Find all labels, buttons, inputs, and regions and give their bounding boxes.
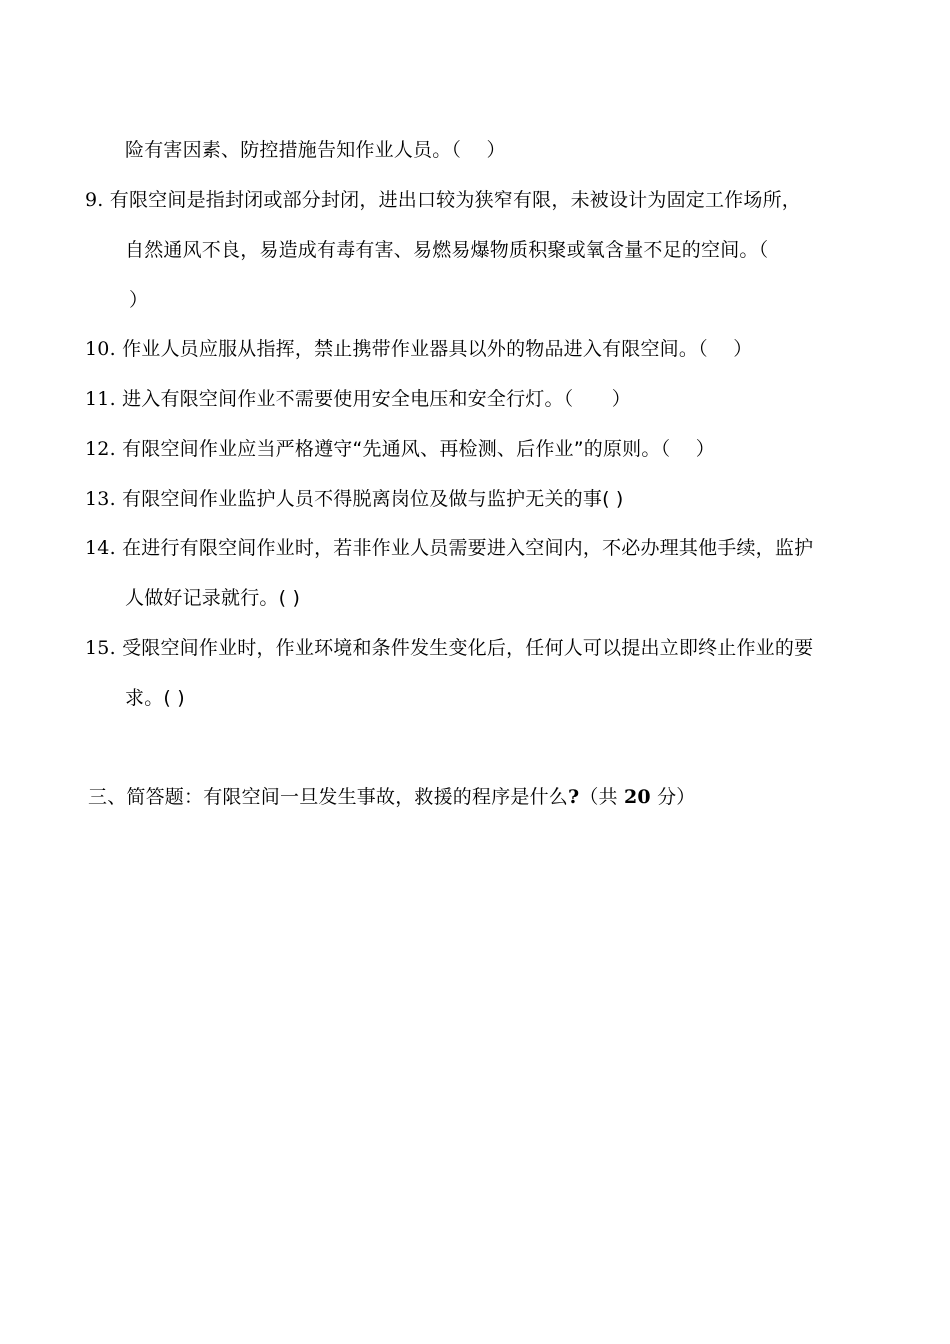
q11-number: 11. (85, 388, 116, 410)
q13-number: 13. (85, 488, 116, 510)
q9-line-3: ） (129, 289, 149, 311)
q8-continuation: 险有害因素、防控措施告知作业人员。（ ） (125, 139, 506, 161)
q15-text-1: 受限空间作业时，作业环境和条件发生变化后，任何人可以提出立即终止作业的要 (122, 637, 814, 659)
section-3-score-suffix: 分） (650, 786, 696, 808)
q12-number: 12. (85, 438, 116, 460)
section-3-question-mark: ? (568, 786, 580, 808)
q10-text: 作业人员应服从指挥，禁止携带作业器具以外的物品进入有限空间。（ ） (122, 338, 753, 360)
q11-line-1 (85, 386, 631, 412)
q12-line-1 (85, 436, 715, 462)
q14-text-1: 在进行有限空间作业时，若非作业人员需要进入空间内，不必办理其他手续，监护 (122, 537, 814, 559)
q15-number: 15. (85, 637, 116, 659)
q10-line-1 (85, 336, 752, 362)
q9-text-1: 有限空间是指封闭或部分封闭，进出口较为狭窄有限，未被设计为固定工作场所， (109, 189, 801, 211)
q9-line-2: 自然通风不良，易造成有毒有害、易燃易爆物质积聚或氧含量不足的空间。（ (125, 239, 769, 261)
q12-text: 有限空间作业应当严格遵守“先通风、再检测、后作业”的原则。（ ） (122, 438, 715, 460)
q11-text: 进入有限空间作业不需要使用安全电压和安全行灯。（ ） (122, 388, 631, 410)
section-3-title: 三、简答题：有限空间一旦发生事故，救援的程序是什么 (88, 786, 569, 808)
section-3-heading (88, 784, 695, 810)
q9-number: 9. (85, 189, 104, 211)
q14-line-1 (85, 535, 813, 561)
q10-number: 10. (85, 338, 116, 360)
q15-line-1 (85, 635, 813, 661)
q9-line-1 (85, 187, 801, 213)
section-3-score-prefix: （共 (579, 786, 624, 808)
q14-number: 14. (85, 537, 116, 559)
q14-line-2: 人做好记录就行。( ) (125, 587, 301, 609)
section-3-score-number: 20 (624, 786, 651, 808)
q13-text: 有限空间作业监护人员不得脱离岗位及做与监护无关的事( ) (122, 488, 624, 510)
q13-line-1 (85, 486, 624, 512)
q15-line-2: 求。( ) (125, 687, 185, 709)
